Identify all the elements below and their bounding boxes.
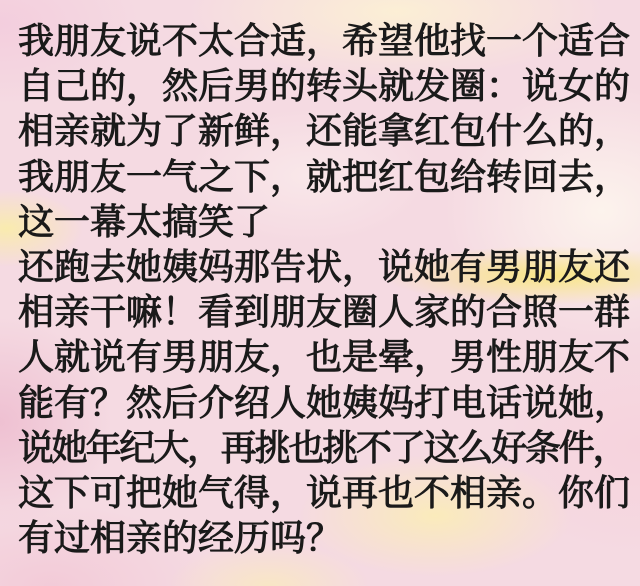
text-line-3: 相亲就为了新鲜，还能拿红包什么的， xyxy=(18,110,631,152)
text-line-6: 还跑去她姨妈那告状，说她有男朋友还 xyxy=(18,245,631,287)
text-line-9: 能有？然后介绍人她姨妈打电话说她， xyxy=(18,381,631,423)
text-line-4: 我朋友一气之下，就把红包给转回去， xyxy=(18,155,631,197)
text-line-7: 相亲干嘛！看到朋友圈人家的合照一群 xyxy=(18,291,631,333)
text-line-11: 这下可把她气得，说再也不相亲。你们 xyxy=(18,471,631,513)
text-line-5: 这一幕太搞笑了 xyxy=(18,200,271,242)
text-line-12: 有过相亲的经历吗？ xyxy=(18,517,343,559)
text-line-1: 我朋友说不太合适，希望他找一个适合 xyxy=(18,20,631,61)
text-line-8: 人就说有男朋友，也是晕，男性朋友不 xyxy=(18,336,631,378)
text-line-10: 说她年纪大，再挑也挑不了这么好条件， xyxy=(18,426,627,468)
text-line-2: 自己的，然后男的转头就发圈：说女的 xyxy=(18,65,631,107)
